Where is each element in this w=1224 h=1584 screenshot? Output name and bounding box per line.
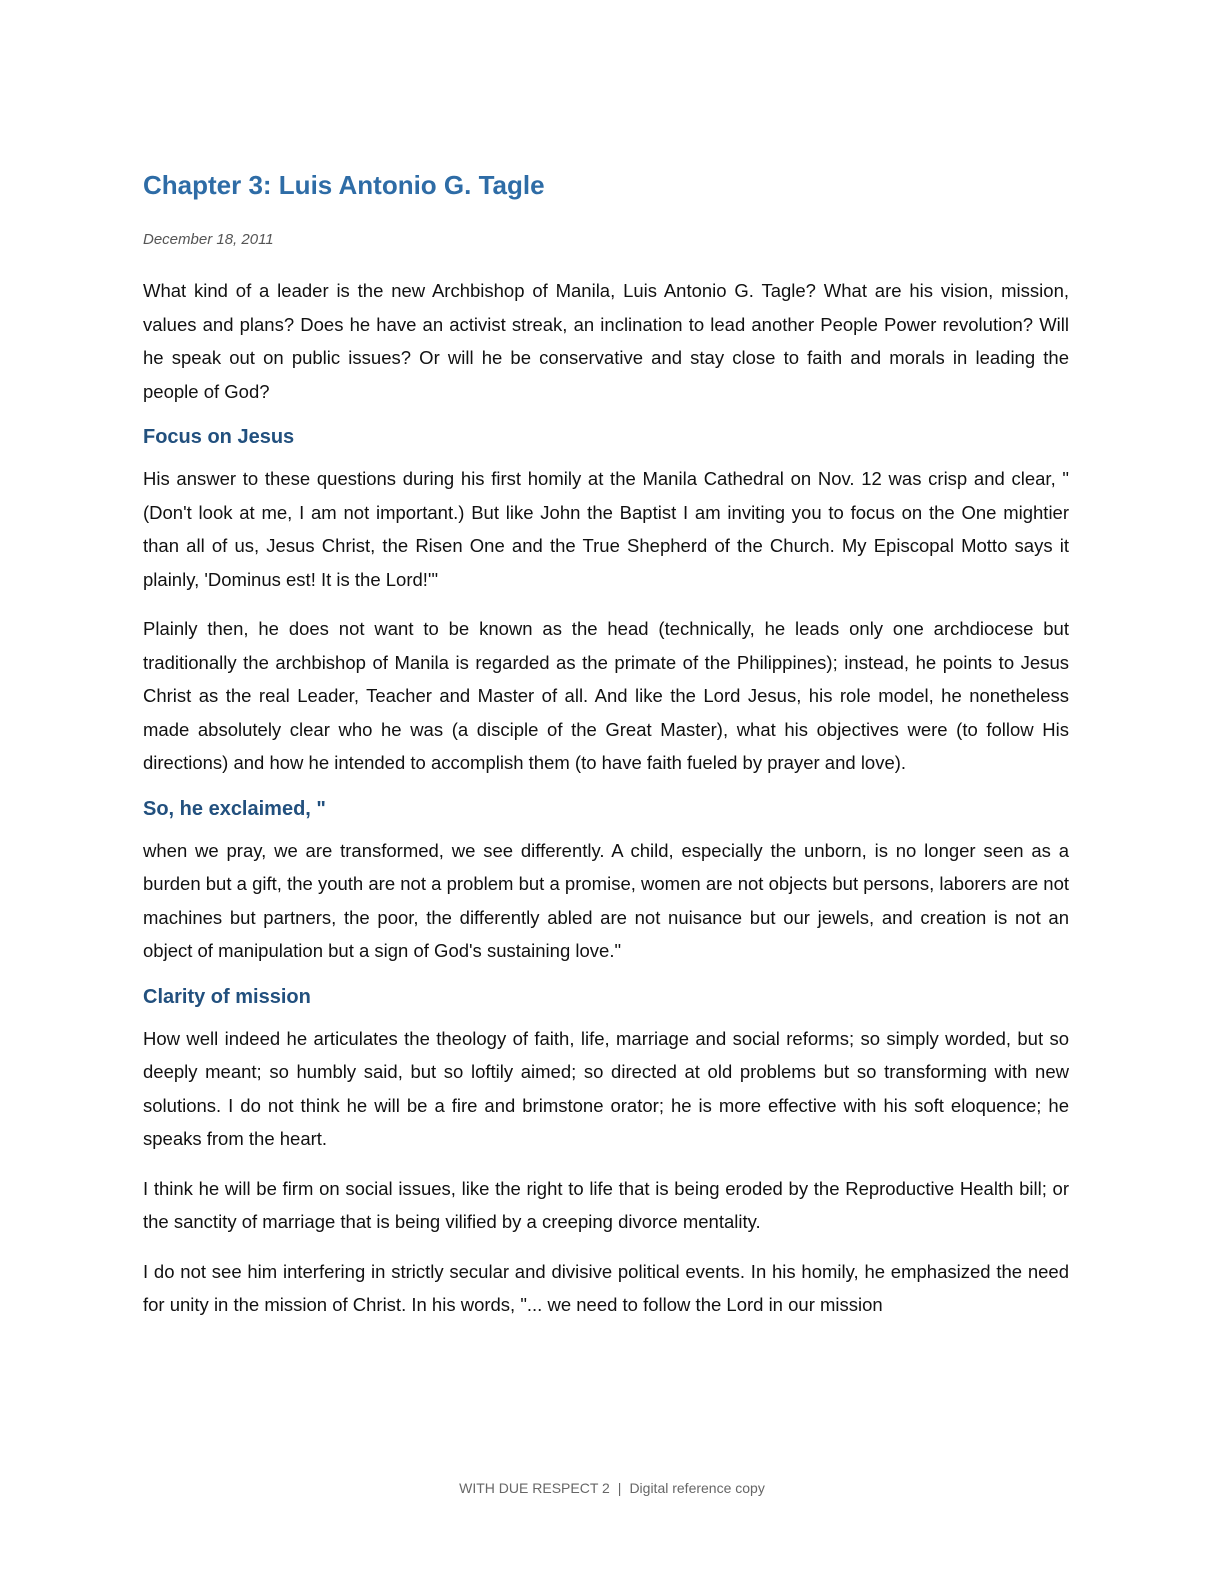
paragraph-social-issues: I think he will be firm on social issues, like the right to life that is being eroded by the Reproductive Health bill; or the sanctity of marriage that is being vilified by a creeping divorce mentality.	[143, 1177, 1069, 1232]
footer-note: Digital reference copy	[629, 1480, 765, 1496]
subheading-focus-on-jesus: Focus on Jesus	[143, 426, 295, 448]
page-footer	[0, 1480, 1224, 1496]
paragraph-homily-answer: His answer to these questions during his first homily at the Manila Cathedral on Nov. 12 was crisp and clear, "(Don't look at me, I am not important.) But like John the Baptist I am inviting you to focus on the One mightier than all of us, Jesus Christ, the Risen One and the True Shepherd of the Church. My Episcopal Motto says it plainly, 'Dominus est! It is the Lord!'"	[143, 468, 1069, 590]
paragraph-political-events: I do not see him interfering in strictly secular and divisive political events. In his homily, he emphasized the need for unity in the mission of Christ. In his words, "... we need to follow the Lord in our mission	[143, 1260, 1069, 1315]
footer-separator: |	[617, 1480, 622, 1496]
chapter-date: December 18, 2011	[143, 231, 274, 248]
paragraph-plainly-then: Plainly then, he does not want to be known as the head (technically, he leads only one archdiocese but traditionally the archbishop of Manila is regarded as the primate of the Philippines); instead, he points to Jesus Christ as the real Leader, Teacher and Master of all. And like the Lord Jesus, his role model, he nonetheless made absolutely clear who he was (a disciple of the Great Master), what his objectives were (to follow His directions) and how he intended to accomplish them (to have faith fueled by prayer and love).	[143, 618, 1069, 773]
paragraph-theology: How well indeed he articulates the theology of faith, life, marriage and social reforms; so simply worded, but so deeply meant; so humbly said, but so loftily aimed; so directed at old problems but so transforming with new solutions. I do not think he will be a fire and brimstone orator; he is more effective with his soft eloquence; he speaks from the heart.	[143, 1027, 1069, 1149]
subheading-clarity-of-mission: Clarity of mission	[143, 985, 311, 1008]
chapter-title: Chapter 3: Luis Antonio G. Tagle	[143, 170, 545, 200]
subheading-he-exclaimed: So, he exclaimed, "	[143, 797, 326, 820]
chapter-body	[143, 274, 1069, 1322]
paragraph-intro: What kind of a leader is the new Archbishop of Manila, Luis Antonio G. Tagle? What are his vision, mission, values and plans? Does he have an activist streak, an inclination to lead another People Power revolution? Will he speak out on public issues? Or will he be conservative and stay close to faith and morals in leading the people of God?	[143, 280, 1069, 402]
footer-book-title: WITH DUE RESPECT 2	[459, 1480, 610, 1496]
paragraph-when-we-pray: when we pray, we are transformed, we see differently. A child, especially the unborn, is no longer seen as a burden but a gift, the youth are not a problem but a promise, women are not objects but persons, laborers are not machines but partners, the poor, the differently abled are not nuisance but our jewels, and creation is not an object of manipulation but a sign of God's sustaining love."	[143, 839, 1069, 961]
